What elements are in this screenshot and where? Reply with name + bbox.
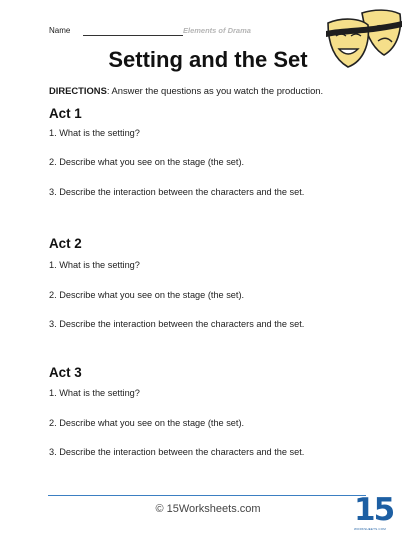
logo-number: 15 [354, 492, 394, 528]
act-2-question-2: 2. Describe what you see on the stage (the set). [49, 290, 245, 300]
act-2-question-3: 3. Describe the interaction between the characters and the set. [49, 319, 305, 329]
directions [49, 85, 323, 96]
name-line [83, 35, 183, 36]
15worksheets-logo[interactable] [354, 492, 394, 536]
act-1-question-1: 1. What is the setting? [49, 128, 140, 138]
act-3-question-1: 1. What is the setting? [49, 388, 140, 398]
act-1-heading: Act 1 [49, 106, 82, 121]
act-3-question-2: 2. Describe what you see on the stage (the set). [49, 418, 245, 428]
act-3-heading: Act 3 [49, 365, 82, 380]
act-1-question-3: 3. Describe the interaction between the characters and the set. [49, 187, 305, 197]
footer-copyright[interactable]: © 15Worksheets.com [155, 503, 261, 515]
page-title: Setting and the Set [108, 47, 308, 72]
subject-label: Elements of Drama [183, 26, 251, 35]
directions-label: DIRECTIONS [49, 85, 107, 96]
act-2-question-1: 1. What is the setting? [49, 260, 140, 270]
act-3-question-3: 3. Describe the interaction between the characters and the set. [49, 447, 305, 457]
act-1-question-2: 2. Describe what you see on the stage (the set). [49, 157, 245, 167]
act-2-heading: Act 2 [49, 236, 82, 251]
name-label: Name [49, 26, 71, 35]
footer-divider [48, 495, 366, 496]
directions-text: : Answer the questions as you watch the production. [106, 85, 324, 96]
logo-caption: WORKSHEETS.COM [354, 527, 386, 531]
